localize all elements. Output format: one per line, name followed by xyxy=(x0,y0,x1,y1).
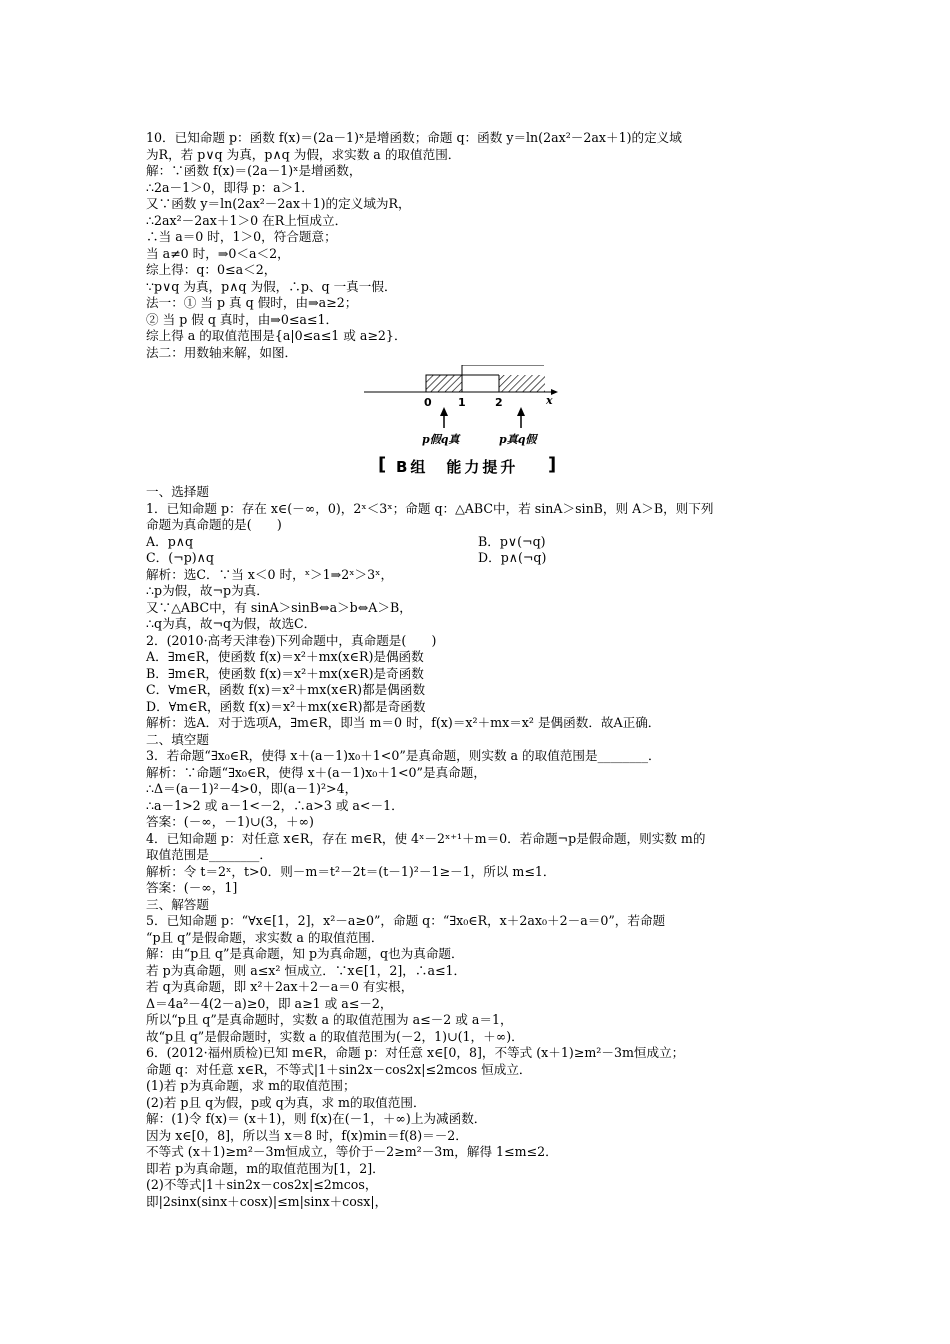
text-line: 3．若命题“∃x₀∈R，使得 x＋(a－1)x₀＋1<0”是真命题，则实数 a 的取值范围是________． xyxy=(146,748,661,763)
problem-1-options xyxy=(146,534,816,567)
text-line: C．∀m∈R，函数 f(x)＝x²＋mx(x∈R)都是偶函数 xyxy=(146,682,426,697)
text-line: 综上得：q：0≤a＜2， xyxy=(146,262,277,277)
text-line: ∴a－1>2 或 a－1<－2，∴a>3 或 a<－1． xyxy=(146,797,404,813)
option-item: C．(¬p)∧q xyxy=(146,550,214,565)
text-line: “p且 q”是假命题，求实数 a 的取值范围． xyxy=(146,929,384,945)
text-line: 2．(2010·高考天津卷)下列命题中，真命题是( ) xyxy=(146,632,437,648)
option-item: A．p∧q xyxy=(146,533,194,549)
text-line: Δ＝4a²－4(2－a)≥0，即 a≥1 或 a≤－2， xyxy=(146,995,393,1011)
text-line: 一、选择题 xyxy=(146,484,209,499)
label-p-true-q-false: p真q假 xyxy=(499,433,537,446)
label-p-false-q-true: p假q真 xyxy=(422,433,460,446)
number-line-svg xyxy=(146,365,816,452)
text-line: 解析：令 t＝2ˣ，t>0．则－m＝t²－2t＝(t－1)²－1≥－1，所以 m≤1． xyxy=(146,863,556,879)
text-line: B．∃m∈R，使函数 f(x)＝x²＋mx(x∈R)是奇函数 xyxy=(146,665,424,681)
text-line: (1)若 p为真命题，求 m的取值范围； xyxy=(146,1078,356,1093)
text-line: ∴p为假，故¬p为真． xyxy=(146,583,269,598)
section-banner xyxy=(146,454,816,480)
arrow-up-left xyxy=(440,407,448,416)
text-line: (2)若 p且 q为假，p或 q为真，求 m的取值范围． xyxy=(146,1094,426,1110)
text-line: A．∃m∈R，使函数 f(x)＝x²＋mx(x∈R)是偶函数 xyxy=(146,649,424,664)
text-line: 若 q为真命题，即 x²＋2ax＋2－a＝0 有实根， xyxy=(146,979,414,994)
text-line: 即|2sinx(sinx＋cosx)|≤m|sinx＋cosx|， xyxy=(146,1193,388,1209)
text-line: ∵p∨q 为真，p∧q 为假，∴p、q 一真一假． xyxy=(146,278,397,294)
tick-0: 0 xyxy=(424,396,432,409)
text-line: 4．已知命题 p：对任意 x∈R，存在 m∈R，使 4ˣ－2ˣ⁺¹＋m＝0．若命题¬p是假命题，则实数 m的 xyxy=(146,830,706,846)
text-line: 综上得 a 的取值范围是{a|0≤a≤1 或 a≥2}． xyxy=(146,328,407,343)
text-line: 取值范围是________． xyxy=(146,847,272,862)
text-line: 又∵△ABC中，有 sinA＞sinB⇔a＞b⇔A＞B， xyxy=(146,599,412,615)
axis-label: x xyxy=(546,394,553,407)
text-line: 法二：用数轴来解，如图． xyxy=(146,344,298,360)
text-line: 解：由“p且 q”是真命题，知 p为真命题，q也为真命题． xyxy=(146,946,464,961)
text-line: 因为 x∈[0，8]，所以当 x＝8 时，f(x)min＝f(8)＝－2． xyxy=(146,1127,468,1143)
text-line: 命题为真命题的是( ) xyxy=(146,517,282,532)
text-line: 故“p且 q”是假命题时，实数 a 的取值范围为(－2，1)∪(1，＋∞)． xyxy=(146,1028,524,1044)
text-line: 6．(2012·福州质检)已知 m∈R，命题 p：对任意 x∈[0，8]，不等式 (x＋1)≥m²－3m恒成立； xyxy=(146,1045,685,1060)
text-line: 解：(1)令 f(x)＝ (x＋1)，则 f(x)在(－1，＋∞)上为减函数． xyxy=(146,1111,487,1126)
option-row xyxy=(146,550,816,567)
choice-section-intro xyxy=(146,484,816,534)
text-line: 解析：选A．对于选项A，∃m∈R，即当 m＝0 时，f(x)＝x²＋mx＝x² 是偶函数．故A正确． xyxy=(146,715,661,730)
text-line: 即若 p为真命题，m的取值范围为[1，2]． xyxy=(146,1160,385,1176)
text-line: ∴Δ＝(a－1)²－4>0，即(a－1)²>4， xyxy=(146,781,358,796)
text-line: (2)不等式|1＋sin2x－cos2x|≤2mcos， xyxy=(146,1177,378,1192)
tick-1: 1 xyxy=(458,396,466,409)
text-line: 又∵函数 y＝ln(2ax²－2ax＋1)的定义域为R， xyxy=(146,196,411,211)
text-line: 命题 q：对任意 x∈R，不等式|1＋sin2x－cos2x|≤2mcos 恒成立． xyxy=(146,1061,532,1077)
option-item: D．p∧(¬q) xyxy=(478,550,547,565)
text-line: 答案：(－∞，－1)∪(3，＋∞) xyxy=(146,814,314,829)
number-line-figure xyxy=(146,365,816,452)
text-line: ∴2a－1＞0，即得 p：a＞1． xyxy=(146,179,314,195)
text-line: 若 p为真命题，则 a≤x² 恒成立．∵x∈[1，2]，∴a≤1． xyxy=(146,962,467,978)
tick-2: 2 xyxy=(495,396,503,409)
text-line: ∴q为真，故¬q为假，故选C． xyxy=(146,616,317,631)
text-line: 答案：(－∞，1] xyxy=(146,880,238,895)
arrow-up-right xyxy=(517,407,525,416)
option-item: B．p∨(¬q) xyxy=(478,533,546,549)
text-line: 法一：① 当 p 真 q 假时，由⇒a≥2； xyxy=(146,295,358,310)
text-line: 为R，若 p∨q 为真，p∧q 为假，求实数 a 的取值范围． xyxy=(146,146,461,162)
text-line: 解析：∵命题“∃x₀∈R，使得 x＋(a－1)x₀＋1<0”是真命题， xyxy=(146,764,486,780)
hatched-region-left xyxy=(426,375,462,392)
hatched-region-right xyxy=(499,375,545,392)
text-line: 当 a≠0 时，⇒0＜a＜2， xyxy=(146,245,290,261)
text-line: 所以“p且 q”是真命题时，实数 a 的取值范围为 a≤－2 或 a＝1， xyxy=(146,1012,513,1027)
text-line: ∴当 a＝0 时，1＞0，符合题意； xyxy=(146,229,337,244)
text-line: D．∀m∈R，函数 f(x)＝x²＋mx(x∈R)都是奇函数 xyxy=(146,698,426,714)
text-line: 不等式 (x＋1)≥m²－3m恒成立，等价于－2≥m²－3m，解得 1≤m≤2． xyxy=(146,1144,558,1159)
text-line: 解析：选C．∵当 x＜0 时，ˣ＞1⇒2ˣ＞3ˣ， xyxy=(146,566,394,582)
banner-title: B组 能力提升 xyxy=(396,458,519,476)
problem-10-block xyxy=(146,130,816,361)
text-line: ② 当 p 假 q 真时，由⇒0≤a≤1． xyxy=(146,311,339,327)
banner-left-bracket: [ xyxy=(378,454,387,475)
document-page xyxy=(146,130,816,1210)
remaining-problems xyxy=(146,567,816,1211)
text-line: 三、解答题 xyxy=(146,896,209,912)
text-line: 5．已知命题 p：“∀x∈[1，2]，x²－a≥0”，命题 q：“∃x₀∈R，x＋2ax₀＋2－a＝0”，若命题 xyxy=(146,913,666,928)
text-line: 1．已知命题 p：存在 x∈(－∞，0)，2ˣ＜3ˣ；命题 q：△ABC中，若 sinA＞sinB，则 A＞B，则下列 xyxy=(146,500,714,516)
text-line: 二、填空题 xyxy=(146,731,209,747)
option-row xyxy=(146,534,816,551)
banner-right-bracket: ] xyxy=(548,454,557,475)
text-line: 解：∵函数 f(x)＝(2a－1)ˣ是增函数， xyxy=(146,163,362,178)
text-line: ∴2ax²－2ax＋1＞0 在R上恒成立． xyxy=(146,212,348,228)
text-line: 10．已知命题 p：函数 f(x)＝(2a－1)ˣ是增函数；命题 q：函数 y＝ln(2ax²－2ax＋1)的定义域 xyxy=(146,130,682,145)
